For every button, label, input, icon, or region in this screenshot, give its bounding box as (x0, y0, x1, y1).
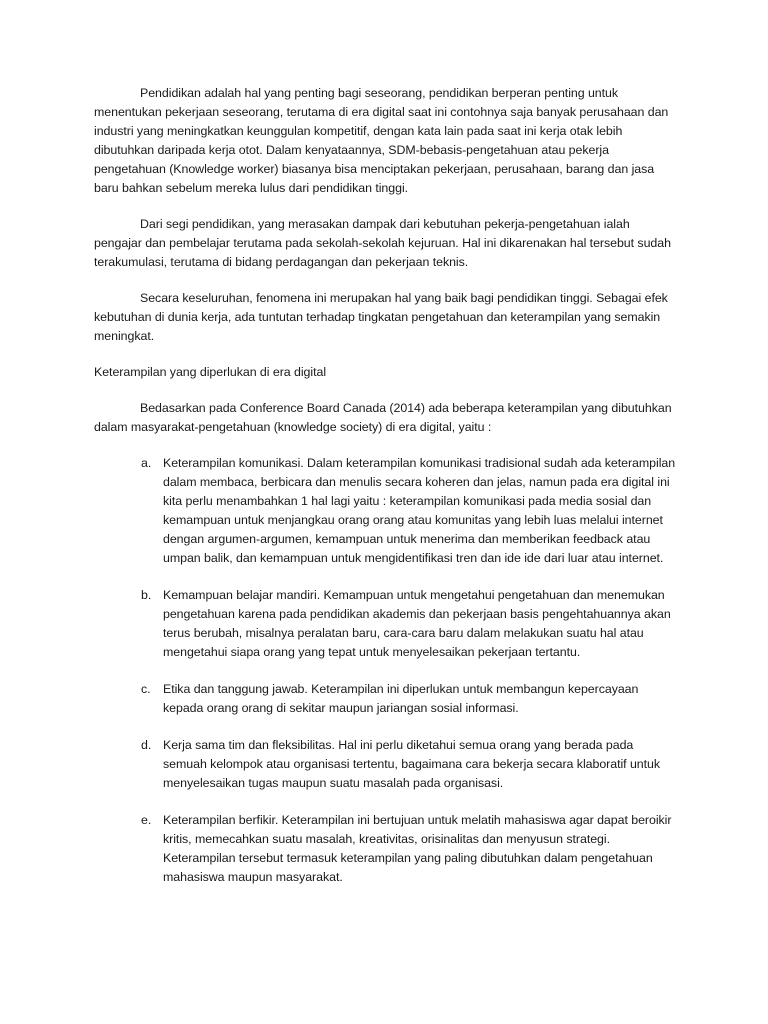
paragraph-skills-intro: Bedasarkan pada Conference Board Canada (2014) ada beberapa keterampilan yang dibutuhkan dalam masyarakat-pengetahuan (knowledge society) di era digital, yaitu : (94, 401, 672, 434)
list-item (94, 680, 679, 718)
paragraph-education-impact: Dari segi pendidikan, yang merasakan dampak dari kebutuhan pekerja-pengetahuan ialah pengajar dan pembelajar terutama pada sekolah-sekolah kejuruan. Hal ini dikarenakan hal tersebut sudah terakumulasi, terutama di bidang perdagangan dan pekerjaan teknis. (94, 217, 671, 269)
paragraph-intro: Pendidikan adalah hal yang penting bagi seseorang, pendidikan berperan penting untuk menentukan pekerjaan seseorang, terutama di era digital saat ini contohnya saja banyak perusahaan dan industri yang meningkatkan keunggulan kompetitif, dengan kata lain pada saat ini kerja otak lebih dibutuhkan daripada kerja otot. Dalam kenyataannya, SDM-bebasis-pengetahuan atau pekerja pengetahuan (Knowledge worker) biasanya bisa menciptakan pekerjaan, perusahaan, barang dan jasa baru bahkan sebelum mereka lulus dari pendidikan tinggi. (94, 86, 669, 195)
section-heading: Keterampilan yang diperlukan di era digital (94, 365, 327, 379)
list-marker: c. (141, 682, 151, 696)
list-marker: a. (141, 456, 152, 470)
list-item-text: Kerja sama tim dan fleksibilitas. Hal ini perlu diketahui semua orang yang berada pada semuah kelompok atau organisasi tertentu, bagaimana cara bekerja secara klaboratif untuk menyelesaikan tugas maupun suatu masalah pada organisasi. (163, 738, 661, 790)
paragraph-overall: Secara keseluruhan, fenomena ini merupakan hal yang baik bagi pendidikan tinggi. Sebagai efek kebutuhan di dunia kerja, ada tuntutan terhadap tingkatan pengetahuan dan keterampilan yang semakin meningkat. (94, 291, 668, 343)
list-marker: b. (141, 588, 152, 602)
list-item (94, 736, 679, 793)
list-item-text: Etika dan tanggung jawab. Keterampilan ini diperlukan untuk membangun kepercayaan kepada orang orang di sekitar maupun jariangan sosial informasi. (163, 682, 639, 715)
list-item (94, 811, 679, 887)
list-item-text: Keterampilan berfikir. Keterampilan ini bertujuan untuk melatih mahasiswa agar dapat beroikir kritis, memecahkan suatu masalah, kreativitas, orisinalitas dan menyusun strategi. Keterampilan tersebut termasuk keterampilan yang paling dibutuhkan dalam pengetahuan mahasiswa maupun masyarakat. (163, 813, 672, 884)
list-item-text: Kemampuan belajar mandiri. Kemampuan untuk mengetahui pengetahuan dan menemukan pengetahuan karena pada pendidikan akademis dan pekerjaan basis pengehtahuannya akan terus berubah, misalnya peralatan baru, cara-cara baru dalam melakukan suatu hal atau mengetahui siapa orang yang tepat untuk menyelesaikan pekerjaan tertantu. (163, 588, 671, 659)
list-marker: d. (141, 738, 152, 752)
list-item (94, 586, 679, 662)
document-body (94, 84, 679, 905)
list-marker: e. (141, 813, 152, 827)
list-item (94, 454, 679, 568)
skills-list (94, 454, 679, 887)
list-item-text: Keterampilan komunikasi. Dalam keterampilan komunikasi tradisional sudah ada keterampilan dalam membaca, berbicara dan menulis secara koheren dan jelas, namun pada era digital ini kita perlu menambahkan 1 hal lagi yaitu : keterampilan komunikasi pada media sosial dan kemampuan untuk menjangkau orang orang atau komunitas yang lebih luas melalui internet dengan argumen-argumen, kemampuan untuk menerima dan memberikan feedback atau umpan balik, dan kemampuan untuk mengidentifikasi tren dan ide ide dari luar atau internet. (163, 456, 676, 565)
